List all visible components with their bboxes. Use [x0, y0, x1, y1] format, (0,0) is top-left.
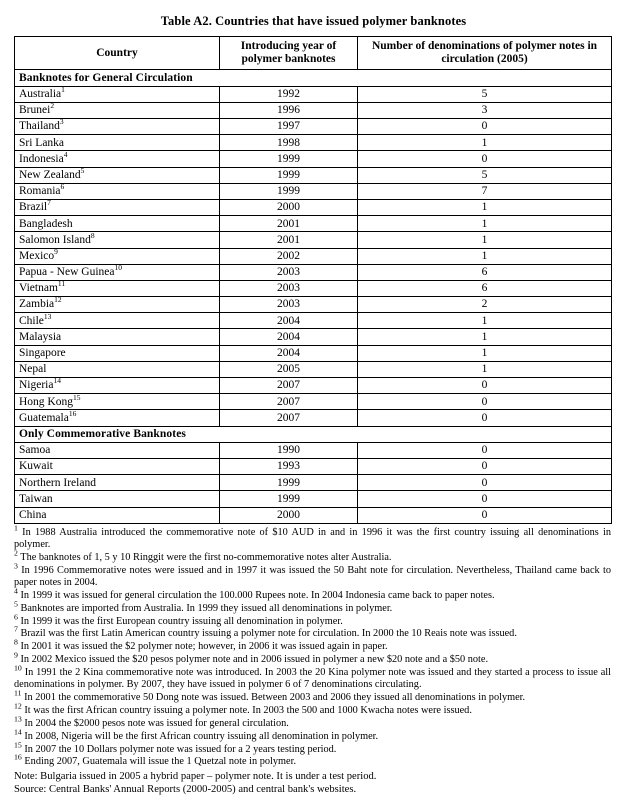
cell-denominations: 0	[358, 491, 612, 507]
country-name: Mexico	[19, 249, 55, 262]
footnote-text: In 1999 it was issued for general circulation the 100.000 Rupees note. In 2004 Indonesia came back to paper notes.	[20, 589, 495, 601]
footnote-number: 2	[14, 548, 18, 558]
table-row	[15, 507, 612, 523]
cell-denominations: 1	[358, 199, 612, 215]
footnote-text: In 2001 the commemorative 50 Dong note was issued. Between 2003 and 2006 they issued all denominations in polymer.	[24, 692, 526, 704]
cell-country	[15, 410, 220, 426]
cell-denominations: 0	[358, 410, 612, 426]
table-row	[15, 199, 612, 215]
footnote-marker: 8	[90, 230, 95, 240]
table-header-row	[15, 37, 612, 70]
cell-year: 1999	[220, 167, 358, 183]
cell-denominations: 0	[358, 119, 612, 135]
cell-year: 2000	[220, 199, 358, 215]
cell-year: 2007	[220, 410, 358, 426]
general-note: Note: Bulgaria issued in 2005 a hybrid paper – polymer note. It is under a test period.	[14, 770, 377, 782]
table-section-row	[15, 70, 612, 86]
footnote-number: 6	[14, 612, 18, 622]
country-name: Vietnam	[19, 282, 58, 295]
cell-country	[15, 394, 220, 410]
cell-year: 2007	[220, 394, 358, 410]
cell-denominations: 0	[358, 394, 612, 410]
cell-year: 1999	[220, 183, 358, 199]
table-row	[15, 313, 612, 329]
footnote-marker: 2	[50, 101, 55, 111]
footnote-number: 5	[14, 599, 18, 609]
cell-country	[15, 167, 220, 183]
country-name: Thailand	[19, 120, 60, 133]
country-name: Papua - New Guinea	[19, 266, 115, 279]
footnote-text: Ending 2007, Guatemala will issue the 1 Quetzal note in polymer.	[24, 756, 297, 768]
cell-country	[15, 119, 220, 135]
source-note: Source: Central Banks' Annual Reports (2000-2005) and central bank's websites.	[14, 783, 357, 795]
table-row	[15, 475, 612, 491]
footnote-text: In 2004 the $2000 pesos note was issued for general circulation.	[24, 717, 289, 729]
cell-year: 2004	[220, 345, 358, 361]
table-row	[15, 394, 612, 410]
country-name: Nepal	[19, 363, 47, 376]
cell-denominations: 0	[358, 475, 612, 491]
footnote	[14, 740, 611, 756]
footnote	[14, 701, 611, 717]
footnote-number: 3	[14, 561, 18, 571]
footnote-text: Banknotes are imported from Australia. In 1999 they issued all denominations in polymer.	[20, 602, 393, 614]
cell-country	[15, 102, 220, 118]
table-row	[15, 442, 612, 458]
cell-year: 1998	[220, 135, 358, 151]
cell-year: 2002	[220, 248, 358, 264]
cell-country	[15, 313, 220, 329]
cell-country	[15, 297, 220, 313]
table-row	[15, 491, 612, 507]
section-label-commemorative: Only Commemorative Banknotes	[15, 426, 612, 442]
country-name: Singapore	[19, 347, 66, 360]
table-row	[15, 102, 612, 118]
footnote-marker: 11	[57, 279, 66, 289]
country-name: Hong Kong	[19, 395, 73, 408]
cell-year: 2003	[220, 280, 358, 296]
footnote-text: In 2008, Nigeria will be the first African country issuing all denomination in polymer.	[24, 730, 379, 742]
footnote	[14, 561, 611, 590]
cell-year: 1993	[220, 458, 358, 474]
cell-year: 2001	[220, 232, 358, 248]
country-name: Brazil	[19, 201, 48, 214]
cell-year: 2007	[220, 378, 358, 394]
footnote-number: 14	[14, 727, 22, 737]
cell-denominations: 6	[358, 264, 612, 280]
table-row	[15, 151, 612, 167]
cell-year: 1999	[220, 491, 358, 507]
table-row	[15, 119, 612, 135]
country-name: Kuwait	[19, 460, 53, 473]
cell-country	[15, 183, 220, 199]
table-row	[15, 183, 612, 199]
cell-country	[15, 378, 220, 394]
table-row	[15, 361, 612, 377]
footnote-number: 12	[14, 701, 22, 711]
table-row	[15, 345, 612, 361]
footnote-marker: 7	[47, 198, 51, 208]
cell-year: 2003	[220, 264, 358, 280]
footnote-text: In 1999 it was the first European country issuing all denomination in polymer.	[20, 615, 343, 627]
cell-country	[15, 458, 220, 474]
cell-denominations: 1	[358, 248, 612, 264]
country-name: Guatemala	[19, 411, 69, 424]
cell-denominations: 0	[358, 151, 612, 167]
cell-year: 2003	[220, 297, 358, 313]
cell-year: 2000	[220, 507, 358, 523]
footnote	[14, 625, 611, 640]
footnote-text: In 2001 it was issued the $2 polymer note; however, in 2006 it was issued again in paper.	[20, 641, 388, 653]
footnote	[14, 650, 611, 666]
footnote-text: In 1991 the 2 Kina commemorative note was introduced. In 2003 the 20 Kina polymer note was issued and they started a process to issue all denominations in polymer. By 2007, they have issued in polymer 6 of 7 denominations circulating.	[14, 666, 612, 691]
country-name: Northern Ireland	[19, 476, 96, 489]
cell-year: 1996	[220, 102, 358, 118]
cell-country	[15, 151, 220, 167]
footnote-text: In 2007 the 10 Dollars polymer note was issued for a 2 years testing period.	[24, 743, 337, 755]
footnote-number: 10	[14, 663, 22, 673]
cell-year: 2004	[220, 313, 358, 329]
footnote-text: In 1996 Commemorative notes were issued and in 1997 it was issued the 50 Baht note for circulation. Nevertheless, Thailand came back to paper notes in 2004.	[14, 564, 611, 589]
footnote-marker: 10	[114, 263, 122, 273]
polymer-banknotes-table	[14, 36, 612, 524]
footnote-number: 16	[14, 752, 22, 762]
cell-year: 1990	[220, 442, 358, 458]
footnotes-block	[14, 523, 612, 769]
footnote-text: Brazil was the first Latin American country issuing a polymer note for circulation. In 2000 the 10 Reais note was issued.	[20, 628, 517, 640]
cell-country	[15, 232, 220, 248]
footnote	[14, 637, 611, 653]
cell-year: 2004	[220, 329, 358, 345]
footnote	[14, 523, 612, 552]
footnote-number: 11	[14, 688, 22, 698]
cell-denominations: 0	[358, 442, 612, 458]
cell-denominations: 1	[358, 345, 612, 361]
footnote-number: 8	[14, 637, 18, 647]
footnote-marker: 12	[54, 295, 62, 305]
cell-denominations: 1	[358, 135, 612, 151]
footnote	[14, 752, 611, 768]
footnote-number: 15	[14, 740, 22, 750]
country-name: Sri Lanka	[19, 136, 65, 149]
country-name: New Zealand	[19, 168, 81, 181]
country-name: Chile	[19, 314, 44, 327]
cell-year: 1999	[220, 151, 358, 167]
cell-denominations: 0	[358, 458, 612, 474]
country-name: Australia	[19, 88, 62, 101]
footnote-text: In 1988 Australia introduced the commemorative note of $10 AUD in and in 1996 it was the first country issuing all denominations in polymer.	[14, 526, 612, 551]
page-title: Table A2. Countries that have issued polymer banknotes	[160, 14, 467, 28]
cell-denominations: 5	[358, 167, 612, 183]
cell-country	[15, 345, 220, 361]
cell-country	[15, 442, 220, 458]
country-name: Zambia	[19, 298, 55, 311]
cell-denominations: 6	[358, 280, 612, 296]
footnote-number: 9	[14, 650, 18, 660]
footnote-marker: 13	[43, 311, 52, 321]
cell-country	[15, 507, 220, 523]
footnote	[14, 612, 611, 628]
footnote-number: 1	[14, 523, 18, 533]
table-tail-notes	[14, 770, 613, 796]
table-row	[15, 410, 612, 426]
cell-year: 2001	[220, 216, 358, 232]
cell-country	[15, 264, 220, 280]
cell-denominations: 1	[358, 329, 612, 345]
cell-year: 1997	[220, 119, 358, 135]
country-name: Nigeria	[19, 379, 54, 392]
country-name: Indonesia	[19, 152, 64, 165]
table-row	[15, 329, 612, 345]
table-row	[15, 297, 612, 313]
footnote	[14, 714, 611, 730]
table-row	[15, 280, 612, 296]
cell-country	[15, 248, 220, 264]
country-name: Malaysia	[19, 330, 62, 343]
table-body	[15, 70, 612, 523]
footnote-text: It was the first African country issuing a polymer note. In 2003 the 500 and 1000 Kwacha notes were issued.	[24, 705, 472, 716]
footnote-text: In 2002 Mexico issued the $20 pesos polymer note and in 2006 issued in polymer a new $20 note and a $50 note.	[20, 654, 489, 666]
cell-denominations: 1	[358, 313, 612, 329]
country-name: Salomon Island	[19, 233, 91, 246]
table-row	[15, 378, 612, 394]
column-header-denominations: Number of denominations of polymer notes in circulation (2005)	[358, 37, 612, 70]
table-row	[15, 264, 612, 280]
country-name: Brunei	[19, 104, 51, 117]
cell-country	[15, 199, 220, 215]
footnote	[14, 727, 611, 743]
footnote-marker: 15	[73, 392, 81, 402]
country-name: Romania	[19, 185, 61, 198]
cell-country	[15, 135, 220, 151]
footnote-marker: 6	[60, 182, 65, 192]
country-name: China	[19, 508, 47, 521]
table-header	[15, 37, 612, 70]
cell-country	[15, 216, 220, 232]
cell-denominations: 1	[358, 216, 612, 232]
table-row	[15, 216, 612, 232]
footnote-marker: 3	[59, 117, 64, 127]
footnote	[14, 586, 611, 602]
cell-country	[15, 475, 220, 491]
country-name: Samoa	[19, 444, 51, 457]
footnote	[14, 688, 611, 704]
footnote-text: The banknotes of 1, 5 y 10 Ringgit were the first no-commemorative notes alter Australia.	[20, 551, 392, 563]
table-row	[15, 86, 612, 102]
cell-denominations: 1	[358, 361, 612, 377]
table-row	[15, 232, 612, 248]
footnote-marker: 9	[54, 247, 58, 257]
footnote-number: 4	[14, 586, 18, 596]
footnote-marker: 4	[63, 149, 68, 159]
country-name: Taiwan	[19, 492, 53, 505]
footnote-marker: 1	[61, 85, 65, 95]
footnote-marker: 16	[68, 408, 77, 418]
footnote-marker: 5	[80, 166, 85, 176]
cell-year: 2005	[220, 361, 358, 377]
footnote	[14, 548, 611, 564]
cell-denominations: 1	[358, 232, 612, 248]
cell-country	[15, 86, 220, 102]
cell-denominations: 0	[358, 507, 612, 523]
cell-country	[15, 361, 220, 377]
footnote-marker: 14	[53, 376, 61, 386]
cell-year: 1999	[220, 475, 358, 491]
table-row	[15, 135, 612, 151]
table-row	[15, 248, 612, 264]
cell-denominations: 2	[358, 297, 612, 313]
table-section-row	[15, 426, 612, 442]
footnote-number: 13	[14, 714, 22, 724]
cell-denominations: 3	[358, 102, 612, 118]
table-row	[15, 167, 612, 183]
cell-denominations: 7	[358, 183, 612, 199]
cell-year: 1992	[220, 86, 358, 102]
cell-country	[15, 329, 220, 345]
section-label-general-circulation: Banknotes for General Circulation	[15, 70, 612, 86]
cell-country	[15, 491, 220, 507]
cell-denominations: 0	[358, 378, 612, 394]
cell-country	[15, 280, 220, 296]
country-name: Bangladesh	[19, 217, 73, 230]
column-header-introducing-year: Introducing year of polymer banknotes	[220, 37, 358, 70]
cell-denominations: 5	[358, 86, 612, 102]
footnote	[14, 663, 612, 692]
column-header-country: Country	[15, 37, 220, 70]
footnote	[14, 599, 611, 615]
footnote-number: 7	[14, 625, 18, 635]
table-row	[15, 458, 612, 474]
